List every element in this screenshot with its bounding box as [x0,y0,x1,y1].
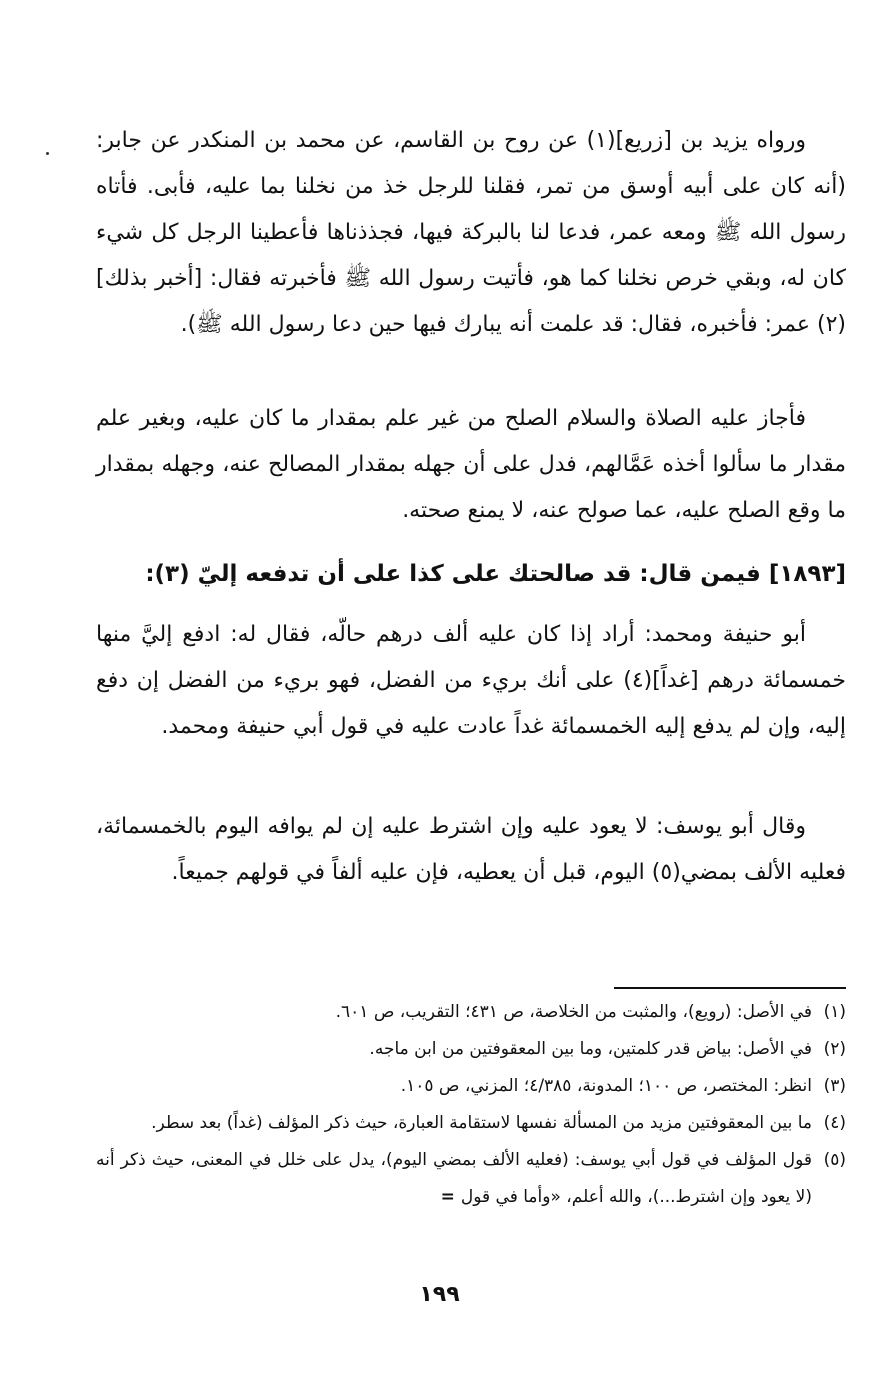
footnote-text: في الأصل: (رويع)، والمثبت من الخلاصة، ص ٤٣١؛ التقريب، ص ٦٠١. [335,1002,812,1022]
stray-dot [46,152,49,155]
paragraph-2: فأجاز عليه الصلاة والسلام الصلح من غير علم بمقدار ما كان عليه، وبغير علم مقدار ما سألوا أخذه عَمَّالهم، فدل على أن جهله بمقدار المصالح عنه، وجهله بمقدار ما وقع الصلح عليه، عما صولح عنه، لا يمنع صحته. [96,406,846,523]
paragraph-4: وقال أبو يوسف: لا يعود عليه وإن اشترط عليه إن لم يوافه اليوم بالخمسمائة، فعليه الألف بمضي(٥) اليوم، قبل أن يعطيه، فإن عليه ألفاً في قولهم جميعاً. [96,814,846,885]
paragraph-2-block [96,396,846,534]
footnote-5-text: قول المؤلف في قول أبي يوسف: (فعليه الألف بمضي اليوم)، يدل على خلل في المعنى، حيث ذكر أنه (لا يعود وإن اشترط...)، والله أعلم، «وأما في قول [96,1150,812,1207]
footnote-number: (٤) [823,1113,846,1133]
footnote-number: (٥) [823,1150,846,1170]
footnote-text: في الأصل: بياض قدر كلمتين، وما بين المعقوفتين من ابن ماجه. [369,1039,812,1059]
page-number: ١٩٩ [419,1282,460,1307]
footnote-5 [96,1142,846,1216]
footnote-separator [614,987,846,989]
footnote-text: ما بين المعقوفتين مزيد من المسألة نفسها لاستقامة العبارة، حيث ذكر المؤلف (غداً) بعد سطر. [151,1113,812,1133]
footnote-number: (١) [823,1002,846,1022]
paragraph-1-block [96,118,846,348]
section-heading: [١٨٩٣] فيمن قال: قد صالحتك على كذا على أن تدفعه إليّ (٣): [145,561,846,587]
paragraph-3: أبو حنيفة ومحمد: أراد إذا كان عليه ألف درهم حالّه، فقال له: ادفع إليَّ منها خمسمائة درهم [غداً](٤) على أنك بريء من الفضل، فهو بريء من الفضل إن دفع إليه، وإن لم يدفع إليه الخمسمائة غداً عادت عليه في قول أبي حنيفة ومحمد. [96,622,846,739]
footnote-number: (٣) [823,1076,846,1096]
paragraph-3-block [96,612,846,750]
footnote-1 [96,994,846,1031]
continuation-mark: = [440,1187,455,1207]
footnote-3 [96,1068,846,1105]
paragraph-1: ورواه يزيد بن [زريع](١) عن روح بن القاسم، عن محمد بن المنكدر عن جابر: (أنه كان على أبيه أوسق من تمر، فقلنا للرجل خذ من نخلنا بما عليه، فأبى. فأتاه رسول الله ﷺ ومعه عمر، فدعا لنا بالبركة فيها، فجذذناها فأعطينا الرجل كل شيء كان له، وبقي خرص نخلنا كما هو، فأتيت رسول الله ﷺ فأخبرته فقال: [أخبر بذلك](٢) عمر: فأخبره، فقال: قد علمت أنه يبارك فيها حين دعا رسول الله ﷺ). [96,128,846,337]
footnote-4 [96,1105,846,1142]
footnote-text [96,1142,812,1216]
footnotes [96,994,846,1216]
paragraph-4-block [96,804,846,896]
footnote-2 [96,1031,846,1068]
footnote-text: انظر: المختصر، ص ١٠٠؛ المدونة، ٤/٣٨٥؛ المزني، ص ١٠٥. [400,1076,812,1096]
footnote-number: (٢) [823,1039,846,1059]
